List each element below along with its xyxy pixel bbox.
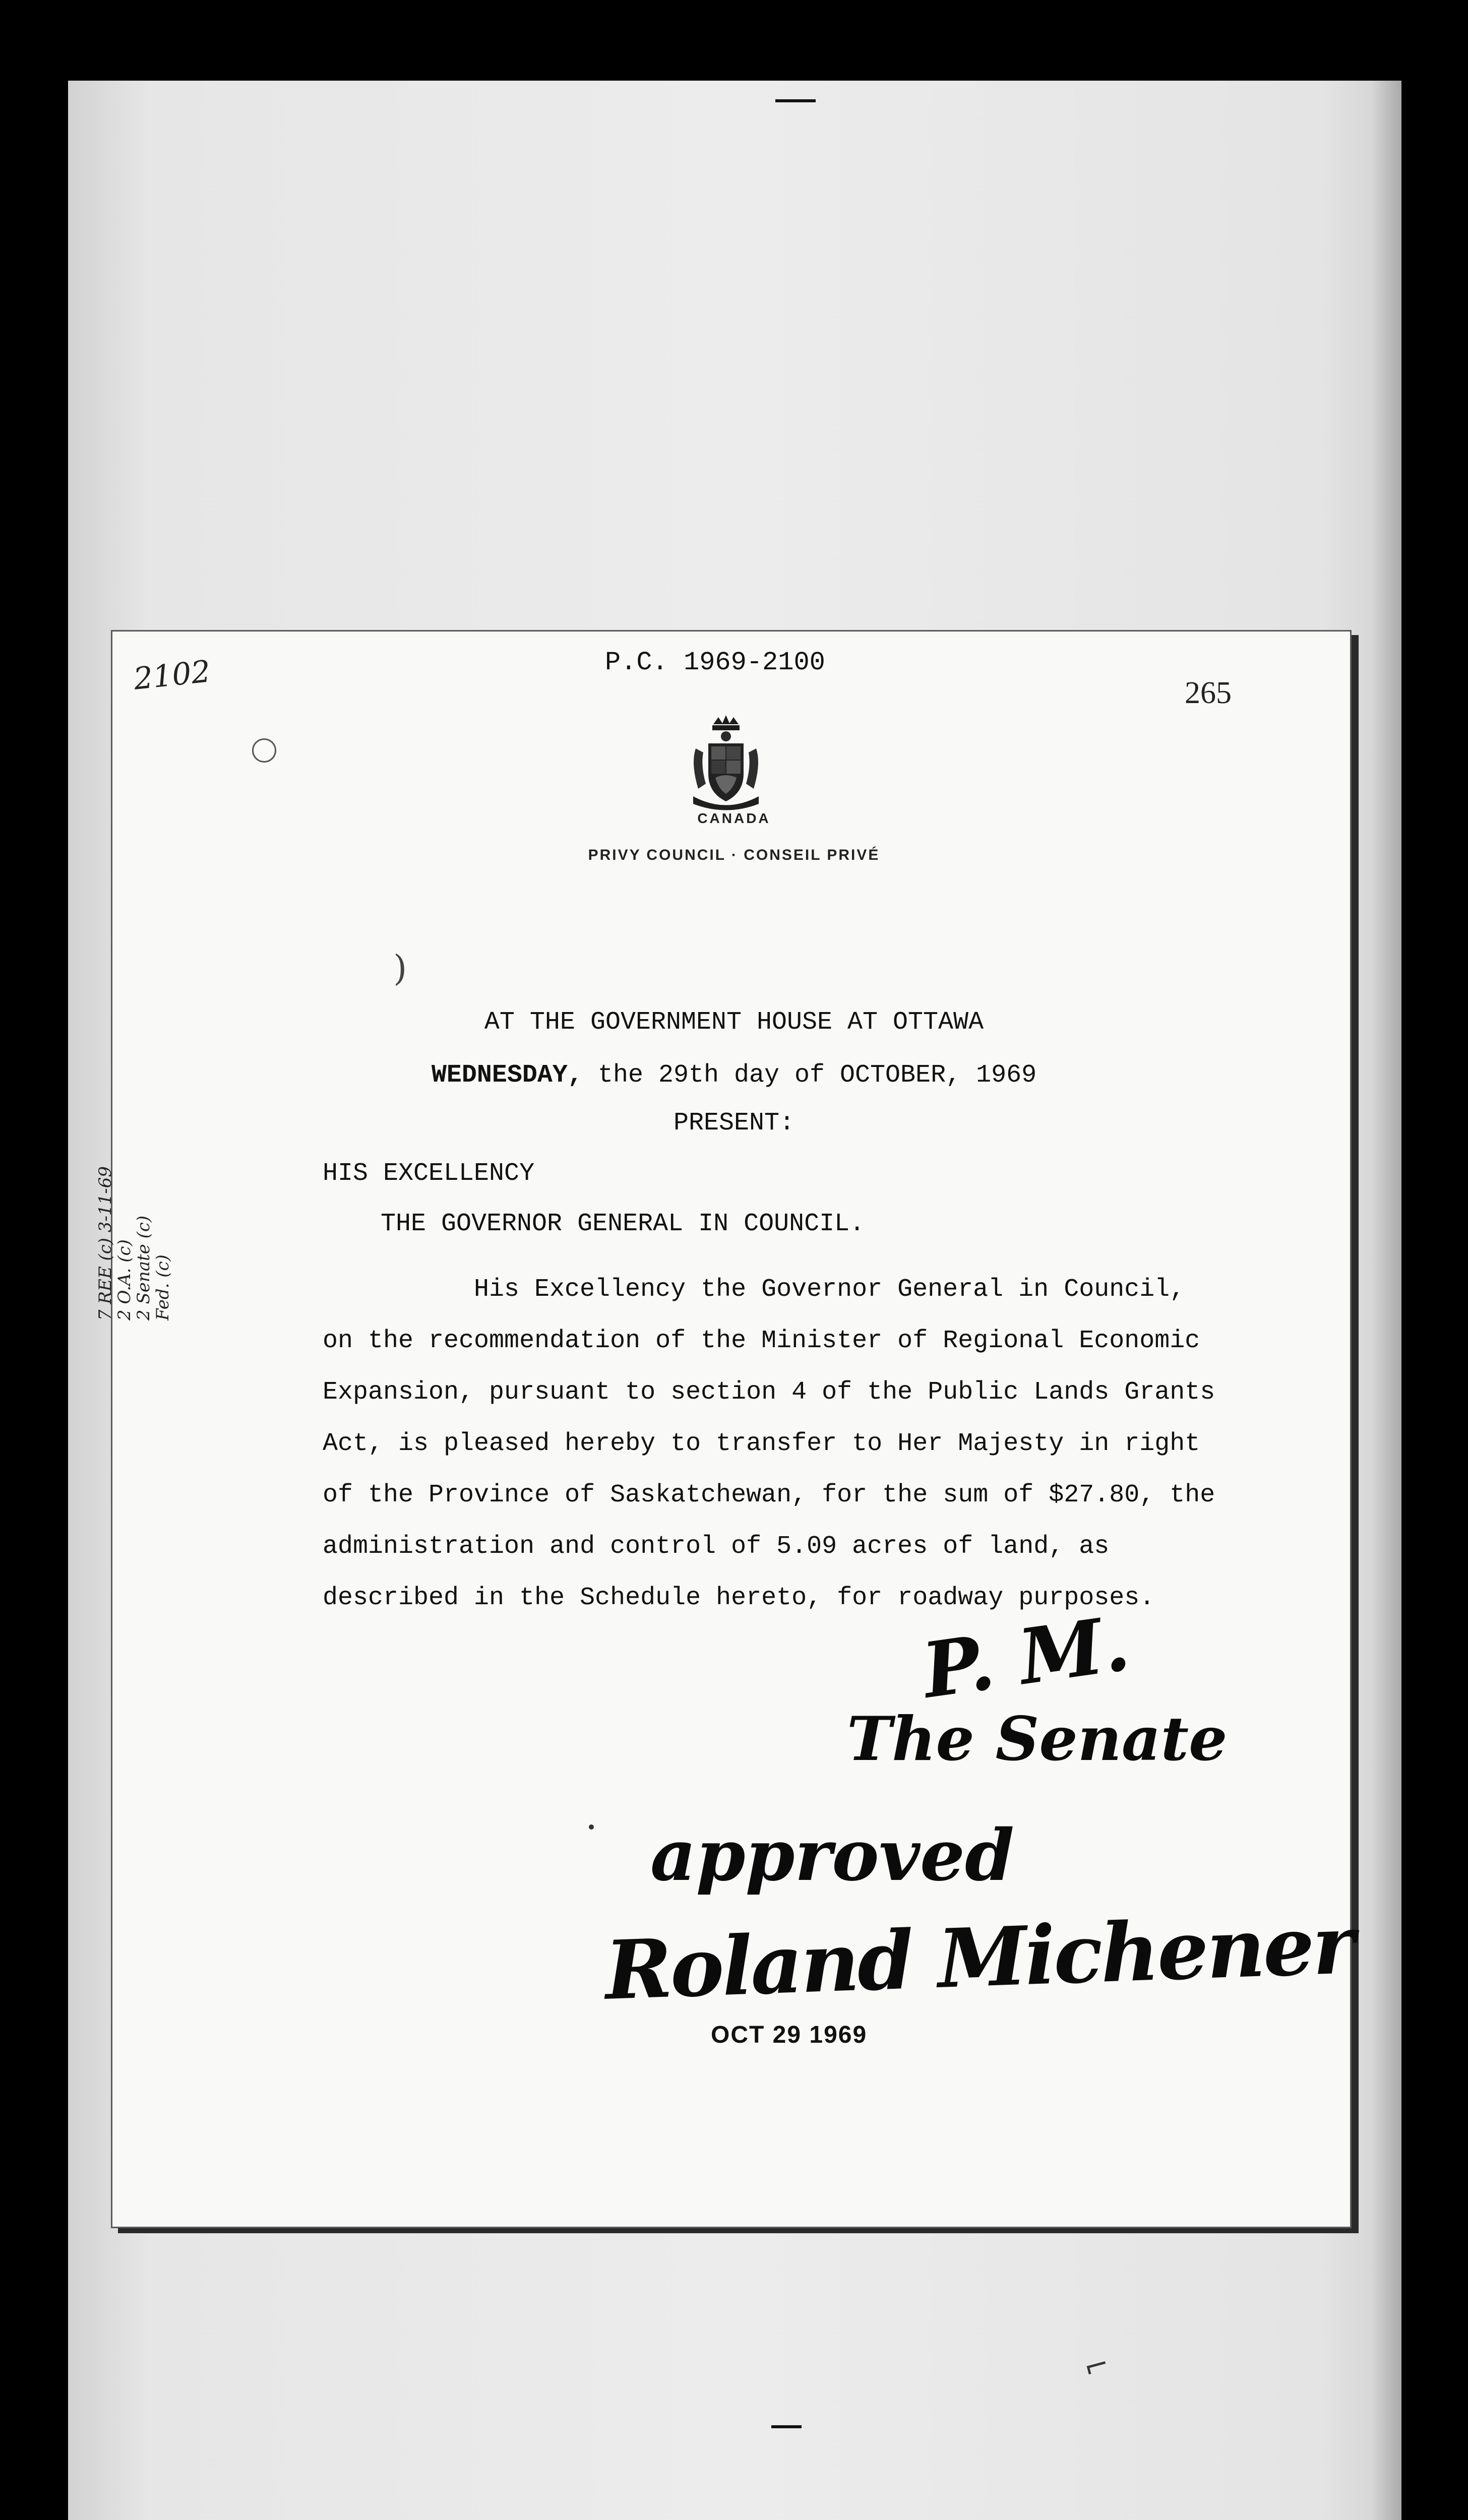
coat-of-arms-icon [683,713,769,814]
page-number: 265 [1185,676,1232,710]
distribution-note: 2 Senate (c) [134,1215,154,1320]
governor-general-signature: Roland Michener [603,1897,1355,2018]
body-line: on the recommendation of the Minister of Regional Economic [323,1327,1200,1355]
handwritten-initials: P. M. [917,1599,1135,1716]
body-line: Expansion, pursuant to section 4 of the Public Lands Grants [323,1378,1215,1407]
excellency-line-2: THE GOVERNOR GENERAL IN COUNCIL. [381,1210,865,1238]
frame-mark-middle [771,2425,802,2428]
heading-day: WEDNESDAY, [431,1061,583,1090]
handwritten-approved: approved [650,1814,1014,1897]
date-stamp: OCT 29 1969 [711,2022,868,2048]
distribution-note: 2 O.A. (c) [114,1239,135,1320]
distribution-notes [96,1149,172,1320]
crest-caption: CANADA [697,810,771,826]
handwritten-senate-note: The Senate [847,1704,1228,1775]
handwritten-file-number: 2102 [132,654,212,697]
punch-hole [252,738,276,763]
heading-present: PRESENT: [673,1109,795,1138]
privy-council-label: PRIVY COUNCIL · CONSEIL PRIVÉ [588,847,880,863]
stray-mark: ) [393,948,407,989]
heading-date-rest: the 29th day of OCTOBER, 1969 [582,1061,1037,1090]
body-line: Act, is pleased hereby to transfer to Her Majesty in right [323,1429,1200,1458]
distribution-note: Fed. (c) [153,1254,173,1320]
tick-mark: ⌐ [1079,2346,1114,2387]
body-line: described in the Schedule hereto, for roadway purposes. [323,1584,1155,1612]
order-number: P.C. 1969-2100 [605,648,825,677]
ink-dot [589,1824,594,1830]
excellency-line-1: HIS EXCELLENCY [323,1159,535,1188]
body-line: administration and control of 5.09 acres of land, as [323,1532,1110,1561]
body-line: His Excellency the Governor General in Council, [474,1275,1185,1304]
heading-location: AT THE GOVERNMENT HOUSE AT OTTAWA [484,1008,984,1037]
frame-mark-top [775,99,816,102]
heading-date [0,1061,1468,1090]
distribution-note: 7 REE (c) 3-11-69 [95,1166,115,1320]
body-line: of the Province of Saskatchewan, for the sum of $27.80, the [323,1481,1215,1509]
